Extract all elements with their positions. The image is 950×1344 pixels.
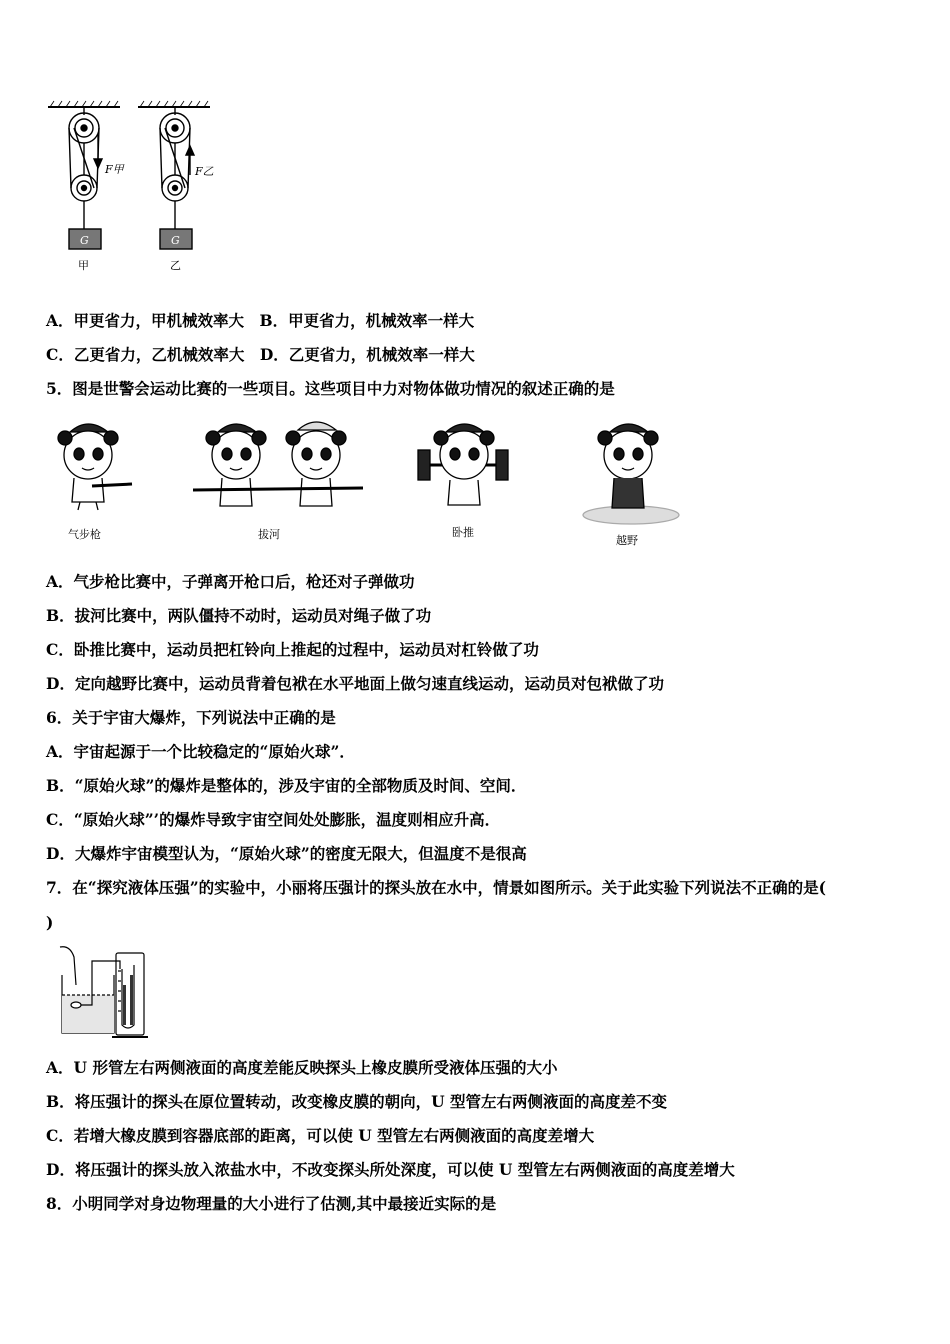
pulley-system-right (160, 107, 194, 249)
q4-option-cd: C．乙更省力，乙机械效率大 D．乙更省力，机械效率一样大 (46, 345, 475, 364)
q6-option-d: D．大爆炸宇宙模型认为，“原始火球”的密度无限大，但温度不是很高 (46, 844, 527, 863)
q6-option-b: B．“原始火球”的爆炸是整体的，涉及宇宙的全部物质及时间、空间． (46, 776, 527, 795)
weight-label-right: G (171, 234, 180, 247)
pressure-gauge-figure (52, 945, 152, 1040)
panda-tug-of-war (193, 422, 363, 506)
caption-right: 乙 (170, 259, 181, 272)
q4-option-ab: A．甲更省力，甲机械效率大 B．甲更省力，机械效率一样大 (46, 311, 475, 330)
q7-option-c: C．若增大橡皮膜到容器底部的距离，可以使 U 型管左右两侧液面的高度差增大 (46, 1126, 595, 1145)
pulley-figure (40, 95, 230, 280)
q7-stem: 7．在“探究液体压强”的实验中，小丽将压强计的探头放在水中，情景如图所示。关于此实验下列说法不正确的是( (46, 878, 826, 897)
q5-option-c: C．卧推比赛中，运动员把杠铃向上推起的过程中，运动员对杠铃做了功 (46, 640, 539, 659)
q7-option-b: B．将压强计的探头在原位置转动，改变橡皮膜的朝向，U 型管左右两侧液面的高度差不变 (46, 1092, 668, 1111)
q8-stem: 8．小明同学对身边物理量的大小进行了估测,其中最接近实际的是 (46, 1194, 497, 1213)
panda-cross-country (583, 424, 679, 524)
panda-rifle (58, 424, 132, 510)
pulley-system-left (69, 107, 102, 249)
caption-cross-country: 越野 (616, 534, 638, 547)
sports-figure (48, 410, 698, 560)
q6-option-a: A．宇宙起源于一个比较稳定的“原始火球”． (46, 742, 355, 761)
q6-option-c: C．“原始火球”’的爆炸导致宇宙空间处处膨胀，温度则相应升高． (46, 810, 501, 829)
q6-stem: 6．关于宇宙大爆炸，下列说法中正确的是 (46, 708, 336, 727)
q5-option-a: A．气步枪比赛中，子弹离开枪口后，枪还对子弹做功 (46, 572, 415, 591)
q5-stem: 5．图是世警会运动比赛的一些项目。这些项目中力对物体做功情况的叙述正确的是 (46, 379, 615, 398)
q7-option-a: A．U 形管左右两侧液面的高度差能反映探头上橡皮膜所受液体压强的大小 (46, 1058, 558, 1077)
q5-option-b: B．拔河比赛中，两队僵持不动时，运动员对绳子做了功 (46, 606, 432, 625)
q7-stem-close: ) (46, 913, 54, 932)
panda-bench-press (418, 424, 508, 505)
caption-bench-press: 卧推 (452, 526, 474, 539)
force-label-right: F乙 (195, 165, 214, 178)
force-label-left: F甲 (105, 163, 124, 176)
caption-left: 甲 (78, 259, 89, 272)
weight-label-left: G (80, 234, 89, 247)
caption-rifle: 气步枪 (68, 528, 101, 541)
q7-option-d: D．将压强计的探头放入浓盐水中，不改变探头所处深度，可以使 U 型管左右两侧液面的高度差增大 (46, 1160, 735, 1179)
q5-option-d: D．定向越野比赛中，运动员背着包袱在水平地面上做匀速直线运动，运动员对包袱做了功 (46, 674, 664, 693)
caption-tug-of-war: 拔河 (258, 528, 280, 541)
